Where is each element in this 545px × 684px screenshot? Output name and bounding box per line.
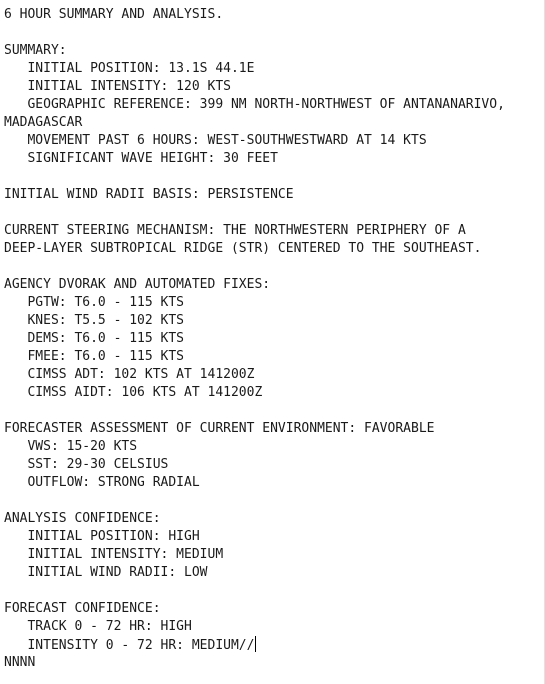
text-line: MOVEMENT PAST 6 HOURS: WEST-SOUTHWESTWARD AT 14 KTS xyxy=(4,133,427,148)
text-line xyxy=(4,402,545,420)
text-line: SIGNIFICANT WAVE HEIGHT: 30 FEET xyxy=(4,151,278,166)
text-line: OUTFLOW: STRONG RADIAL xyxy=(4,475,200,490)
text-line: FORECAST CONFIDENCE: xyxy=(4,601,161,616)
text-line: FORECASTER ASSESSMENT OF CURRENT ENVIRONMENT: FAVORABLE xyxy=(4,421,435,436)
text-line xyxy=(4,258,545,276)
text-line: INITIAL POSITION: 13.1S 44.1E xyxy=(4,61,255,76)
text-line xyxy=(4,24,545,42)
text-line: CIMSS AIDT: 106 KTS AT 141200Z xyxy=(4,385,263,400)
text-line: PGTW: T6.0 - 115 KTS xyxy=(4,295,185,310)
text-line: DEMS: T6.0 - 115 KTS xyxy=(4,331,185,346)
text-line xyxy=(4,168,545,186)
text-line-with-caret xyxy=(4,636,545,654)
text-line: INITIAL INTENSITY: 120 KTS xyxy=(4,79,231,94)
text-line: INITIAL POSITION: HIGH xyxy=(4,529,200,544)
text-line xyxy=(4,582,545,600)
text-line: ANALYSIS CONFIDENCE: xyxy=(4,511,161,526)
text-line: MADAGASCAR xyxy=(4,115,83,130)
text-line: SST: 29-30 CELSIUS xyxy=(4,457,169,472)
text-line: 6 HOUR SUMMARY AND ANALYSIS. xyxy=(4,7,224,22)
text-line: TRACK 0 - 72 HR: HIGH xyxy=(4,619,192,634)
text-line: INITIAL WIND RADII: LOW xyxy=(4,565,208,580)
text-line: DEEP-LAYER SUBTROPICAL RIDGE (STR) CENTERED TO THE SOUTHEAST. xyxy=(4,241,482,256)
text-line xyxy=(4,492,545,510)
text-line: KNES: T5.5 - 102 KTS xyxy=(4,313,185,328)
text-line: CIMSS ADT: 102 KTS AT 141200Z xyxy=(4,367,255,382)
text-line: FMEE: T6.0 - 115 KTS xyxy=(4,349,185,364)
text-line: AGENCY DVORAK AND AUTOMATED FIXES: xyxy=(4,277,271,292)
text-caret xyxy=(255,636,256,652)
text-line: VWS: 15-20 KTS xyxy=(4,439,138,454)
text-line: INITIAL INTENSITY: MEDIUM xyxy=(4,547,224,562)
text-line: CURRENT STEERING MECHANISM: THE NORTHWESTERN PERIPHERY OF A xyxy=(4,223,466,238)
text-line: INITIAL WIND RADII BASIS: PERSISTENCE xyxy=(4,187,294,202)
text-line: INTENSITY 0 - 72 HR: MEDIUM// xyxy=(4,638,255,653)
text-line: SUMMARY: xyxy=(4,43,67,58)
text-line: GEOGRAPHIC REFERENCE: 399 NM NORTH-NORTHWEST OF ANTANANARIVO, xyxy=(4,97,505,112)
text-line: NNNN xyxy=(4,655,36,670)
text-line xyxy=(4,204,545,222)
